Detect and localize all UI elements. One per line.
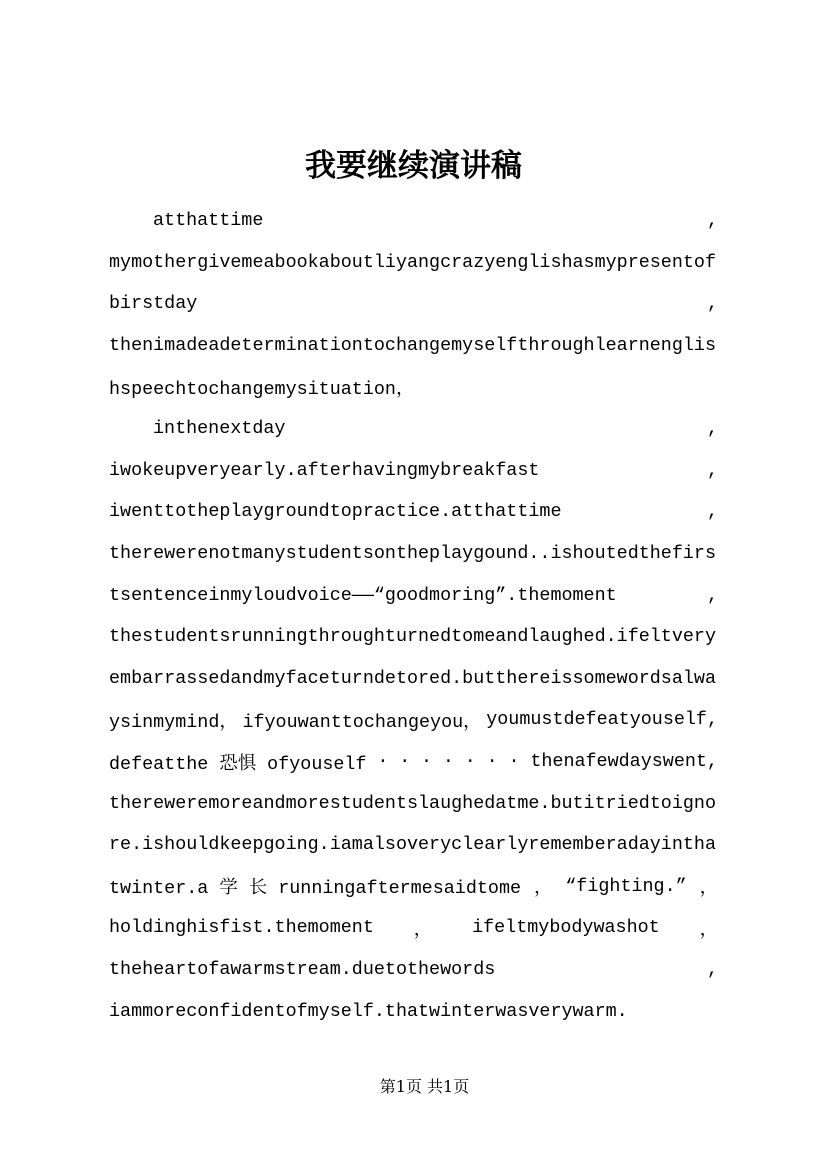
document-body — [109, 200, 718, 1032]
text-segment: , — [706, 501, 718, 523]
text-segment: · — [464, 751, 476, 773]
text-line — [109, 866, 718, 908]
text-segment: , — [706, 293, 718, 315]
text-line — [109, 366, 718, 408]
text-segment: mymothergivemeabookaboutliyangcrazyenglishasmypresentof — [109, 251, 716, 273]
text-segment: inthenextday — [153, 418, 286, 440]
text-line — [109, 325, 718, 367]
text-segment: ifeltmybodywashot — [472, 917, 660, 939]
text-segment: thestudentsrunningthroughturnedtomeandlaughed.ifeltvery — [109, 626, 716, 648]
text-segment: , — [706, 958, 718, 980]
text-line — [109, 491, 718, 533]
text-line — [109, 658, 718, 700]
text-segment: theheartofawarmstream.duetothewords — [109, 958, 496, 980]
text-segment: ifyouwanttochangeyou， — [242, 711, 482, 733]
text-segment: youmustdefeatyouself, — [486, 709, 718, 731]
text-segment: embarrassedandmyfaceturndetored.butthereissomewordsalwa — [109, 667, 716, 689]
text-line — [109, 533, 718, 575]
page-footer — [0, 1073, 827, 1101]
text-line — [109, 699, 718, 741]
text-segment: thereweremoreandmorestudentslaughedatme.butitriedtoigno — [109, 792, 716, 814]
text-line — [109, 574, 718, 616]
text-segment: iwokeupveryearly.afterhavingmybreakfast — [109, 459, 540, 481]
text-line — [109, 450, 718, 492]
text-segment: therewerenotmanystudentsontheplaygound..ishoutedthefirs — [109, 543, 716, 565]
text-line — [109, 616, 718, 658]
page-indicator: 第1页 共1页 — [379, 1077, 470, 1096]
text-line — [109, 949, 718, 991]
text-segment: re.ishouldkeepgoing.iamalsoveryclearlyrememberadayintha — [109, 834, 716, 856]
text-segment: ysinmymind， — [109, 711, 238, 733]
text-segment: · — [508, 751, 520, 773]
text-segment: · — [377, 751, 389, 773]
text-segment: atthattime — [153, 210, 264, 232]
text-segment: thenafewdayswent, — [530, 751, 718, 773]
text-segment: · — [421, 751, 433, 773]
text-segment: · — [399, 751, 411, 773]
text-segment: ， — [699, 919, 718, 941]
text-segment: , — [706, 584, 718, 606]
text-segment: birstday — [109, 293, 198, 315]
text-line — [109, 990, 718, 1032]
text-line — [109, 741, 718, 783]
text-segment: “fighting.” — [565, 875, 687, 897]
text-line — [109, 782, 718, 824]
text-segment: defeatthe 恐惧 ofyouself — [109, 753, 367, 775]
text-line — [109, 907, 718, 949]
text-segment: thenimadeadeterminationtochangemyselfthroughlearnenglis — [109, 335, 716, 357]
text-segment: iammoreconfidentofmyself.thatwinterwasverywarm. — [109, 1000, 628, 1022]
text-segment: · — [486, 751, 498, 773]
text-segment: hspeechtochangemysituation， — [109, 379, 415, 401]
text-line — [109, 242, 718, 284]
text-line — [109, 824, 718, 866]
text-segment: holdinghisfist.themoment — [109, 917, 374, 939]
text-segment: · — [442, 751, 454, 773]
text-segment: ， — [413, 919, 433, 941]
text-segment: , — [706, 210, 718, 232]
text-segment: twinter.a 学 长 runningaftermesaidtome — [109, 878, 522, 900]
text-segment: tsentenceinmyloudvoice——“goodmoring”.themoment — [109, 584, 617, 606]
text-segment: , — [706, 418, 718, 440]
text-line — [109, 283, 718, 325]
text-segment: iwenttotheplaygroundtopractice.atthattime — [109, 501, 562, 523]
document-title: 我要继续演讲稿 — [305, 148, 522, 184]
text-line — [109, 200, 718, 242]
text-segment: ， — [699, 878, 718, 900]
text-line — [109, 408, 718, 450]
text-segment: ， — [533, 878, 553, 900]
text-segment: , — [706, 459, 718, 481]
